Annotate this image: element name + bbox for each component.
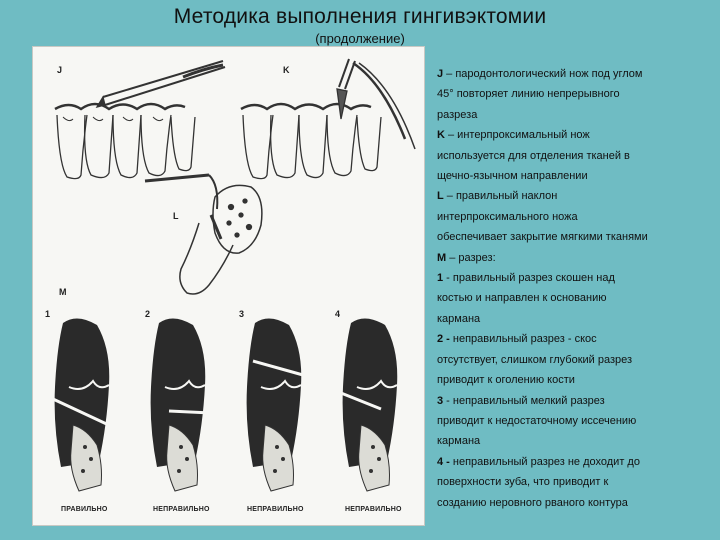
description-line: костью и направлен к основанию [437,292,607,305]
description-line: 45° повторяет линию непрерывного [437,88,620,101]
description-line: 2 - неправильный разрез - скос [437,333,597,346]
slide-subtitle: (продолжение) [315,31,405,46]
panel-number-2: 2 [145,309,151,319]
description-line: кармана [437,435,481,448]
description-line: L – правильный наклон [437,190,558,203]
description-line: J – пародонтологический нож под углом [437,68,643,80]
description-line: созданию неровного рваного контура [437,496,628,509]
description-line: кармана [437,312,481,325]
figure-label-m: M [59,287,67,297]
description-line: щечно-язычном направлении [437,170,588,183]
panel-k-drawing [241,59,415,179]
panel-number-1: 1 [45,309,51,319]
description-line: используется для отделения тканей в [437,149,630,162]
description-line: интерпроксимального ножа [437,210,578,223]
description-line: 1 - правильный разрез скошен над [437,272,615,285]
description-line: M – разрез: [437,251,496,264]
description-line: 4 - неправильный разрез не доходит до [437,455,640,468]
slide-title: Методика выполнения гингивэктомии [173,5,547,28]
gingivectomy-illustration [33,47,424,525]
panel-j-drawing [55,61,225,179]
description-line: 3 - неправильный мелкий разрез [437,394,605,407]
description-line: обеспечивает закрытие мягкими тканями [437,231,648,244]
description-line: приводит к оголению кости [437,374,575,387]
panel-number-3: 3 [239,309,245,319]
figure-label-k: K [283,65,290,75]
figure-label-j: J [57,65,63,75]
description-line: поверхности зуба, что приводит к [437,476,609,489]
figure-label-l: L [173,211,179,221]
panel-m-drawing [53,318,397,491]
description-line: приводит к недостаточному иссечению [437,414,637,427]
panel-caption-2: НЕПРАВИЛЬНО [153,506,210,513]
panel-caption-1: ПРАВИЛЬНО [61,506,108,513]
description-line: разреза [437,108,478,121]
panel-caption-4: НЕПРАВИЛЬНО [345,506,402,513]
panel-caption-3: НЕПРАВИЛЬНО [247,506,304,513]
panel-number-4: 4 [335,309,341,319]
description-line: отсутствует, слишком глубокий разрез [437,353,633,366]
description-text [437,64,715,513]
panel-l-drawing [145,175,262,294]
illustration-drawing [33,47,424,525]
description-line: K – интерпроксимальный нож [437,129,590,142]
